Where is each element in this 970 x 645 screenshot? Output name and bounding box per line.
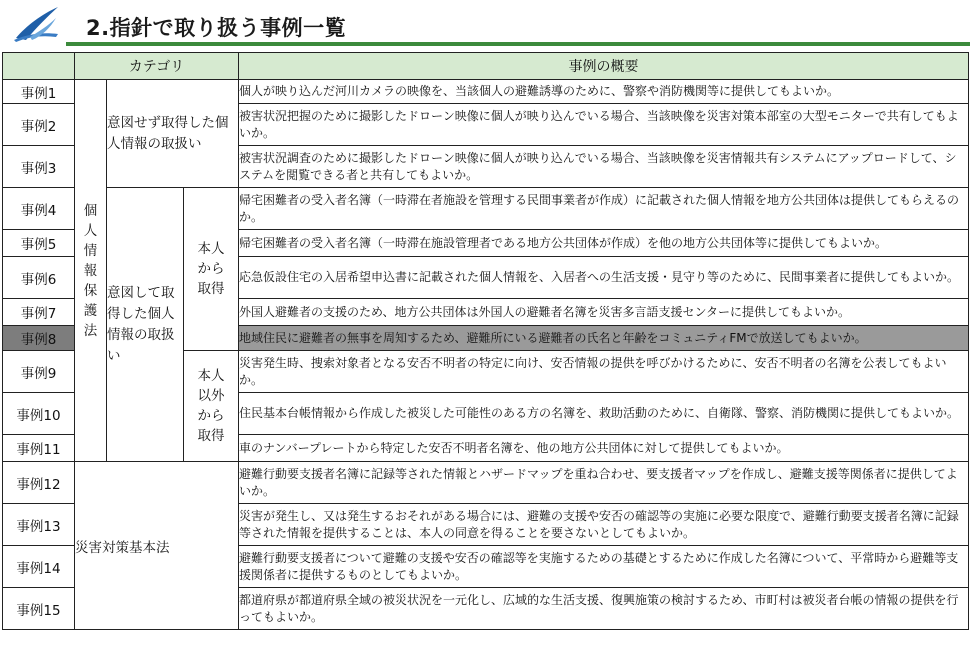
case-table [2, 52, 969, 630]
case-id: 事例15 [3, 588, 75, 630]
case-description: 被害状況調査のために撮影したドローン映像に個人が映り込んでいる場合、当該映像を災害情報共有システムにアップロードして、システムを閲覧できる者と共有してもよいか。 [239, 146, 969, 188]
case-id: 事例9 [3, 351, 75, 393]
case-id: 事例11 [3, 435, 75, 462]
header-summary: 事例の概要 [239, 53, 969, 80]
case-description: 応急仮設住宅の入居希望申込書に記載された個人情報を、入居者への生活支援・見守り等のために、民間事業者に提供してもよいか。 [239, 257, 969, 299]
case-description: 都道府県が都道府県全域の被災状況を一元化し、広域的な生活支援、復興施策の検討するため、市町村は被災者台帳の情報の提供を行ってもよいか。 [239, 588, 969, 630]
case-id: 事例8 [3, 326, 75, 351]
case-description: 避難行動要支援者について避難の支援や安否の確認等を実施するための基礎とするために作成した名簿について、平常時から避難等支援関係者に提供するものとしてもよいか。 [239, 546, 969, 588]
case-description: 避難行動要支援者名簿に記録等された情報とハザードマップを重ね合わせ、要支援者マップを作成し、避難支援等関係者に提供してよいか。 [239, 462, 969, 504]
table-row [3, 188, 969, 230]
case-id: 事例13 [3, 504, 75, 546]
case-id: 事例7 [3, 299, 75, 326]
header-category: カテゴリ [75, 53, 239, 80]
category-other: 本人以外から取得 [184, 351, 239, 462]
case-id: 事例12 [3, 462, 75, 504]
category-unintended: 意図せず取得した個人情報の取扱い [107, 80, 239, 188]
case-id: 事例1 [3, 80, 75, 104]
logo-icon [12, 4, 60, 44]
case-description: 個人が映り込んだ河川カメラの映像を、当該個人の避難誘導のために、警察や消防機関等に提供してもよいか。 [239, 80, 969, 104]
table-row [3, 80, 969, 104]
category-intended: 意図して取得した個人情報の取扱い [107, 188, 184, 462]
case-description: 帰宅困難者の受入者名簿（一時滞在者施設を管理する民間事業者が作成）に記載された個人情報を地方公共団体は提供してもらえるのか。 [239, 188, 969, 230]
case-id: 事例14 [3, 546, 75, 588]
case-description: 災害が発生し、又は発生するおそれがある場合には、避難の支援や安否の確認等の実施に必要な限度で、避難行動要支援者名簿に記録等された情報を提供することは、本人の同意を得ることを要さないとしてもよいか。 [239, 504, 969, 546]
case-id: 事例6 [3, 257, 75, 299]
header-blank [3, 53, 75, 80]
case-description: 災害発生時、捜索対象者となる安否不明者の特定に向け、安否情報の提供を呼びかけるために、安否不明者の名簿を公表してもよいか。 [239, 351, 969, 393]
case-description: 地域住民に避難者の無事を周知するため、避難所にいる避難者の氏名と年齢をコミュニティFMで放送してもよいか。 [239, 326, 969, 351]
case-id: 事例2 [3, 104, 75, 146]
title-underline [66, 42, 970, 46]
case-description: 車のナンバープレートから特定した安否不明者名簿を、他の地方公共団体に対して提供してもよいか。 [239, 435, 969, 462]
table-row [3, 462, 969, 504]
page-title: 2.指針で取り扱う事例一覧 [86, 16, 347, 40]
case-id: 事例10 [3, 393, 75, 435]
case-description: 帰宅困難者の受入者名簿（一時滞在施設管理者である地方公共団体が作成）を他の地方公共団体等に提供してもよいか。 [239, 230, 969, 257]
table-header-row [3, 53, 969, 80]
case-id: 事例5 [3, 230, 75, 257]
case-id: 事例4 [3, 188, 75, 230]
case-description: 住民基本台帳情報から作成した被災した可能性のある方の名簿を、救助活動のために、自衛隊、警察、消防機関に提供してもよいか。 [239, 393, 969, 435]
case-id: 事例3 [3, 146, 75, 188]
case-description: 外国人避難者の支援のため、地方公共団体は外国人の避難者名簿を災害多言語支援センターに提供してもよいか。 [239, 299, 969, 326]
page-header [0, 0, 970, 50]
category-law-disaster: 災害対策基本法 [75, 462, 239, 630]
category-self: 本人から取得 [184, 188, 239, 351]
category-law-pi: 個人情報保護法 [75, 80, 107, 462]
case-description: 被害状況把握のために撮影したドローン映像に個人が映り込んでいる場合、当該映像を災害対策本部室の大型モニターで共有してもよいか。 [239, 104, 969, 146]
